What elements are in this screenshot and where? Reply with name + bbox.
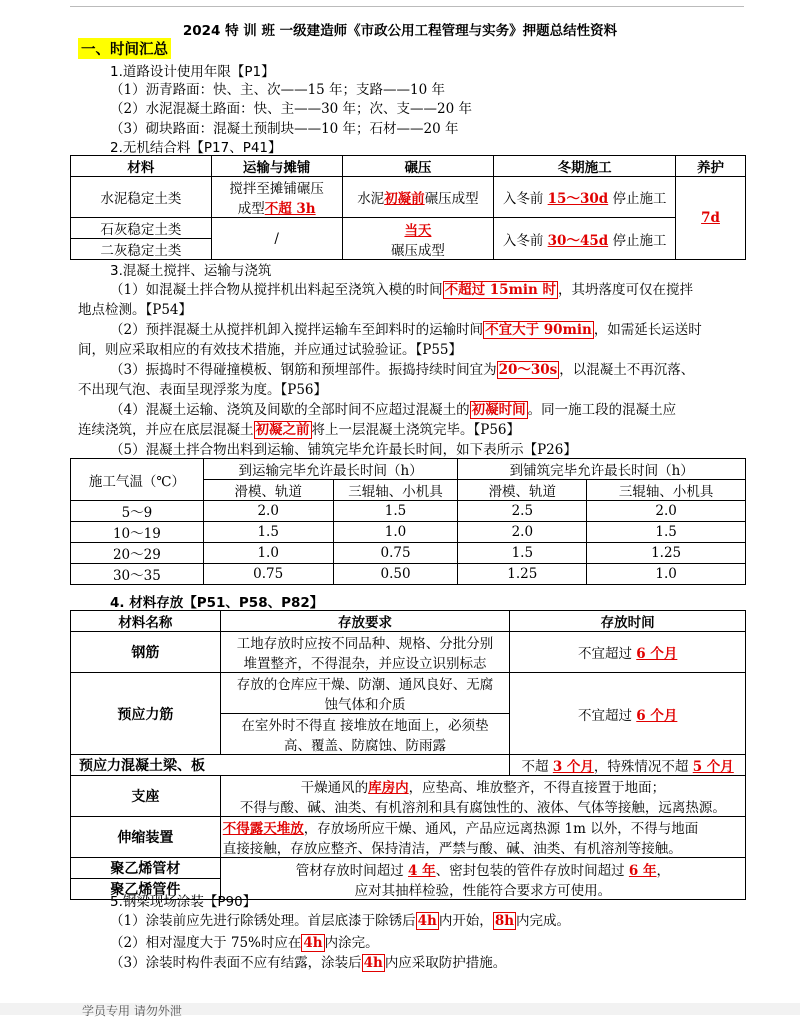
header-temperature: 施工气温（℃） bbox=[71, 459, 204, 501]
table-cell: 20～29 bbox=[71, 543, 204, 564]
text-concrete-p3-cont: 不出现气泡、表面呈现浮浆为度。【P56】 bbox=[78, 382, 328, 398]
cell-pe-req: 管材存放时间超过 4 年、密封包装的管件存放时间超过 6 年， 应对其抽样检验，性能符合要求方可使用。 bbox=[220, 858, 745, 900]
cell-pe-pipe: 聚乙烯管材 bbox=[71, 858, 221, 879]
table-row bbox=[71, 543, 746, 564]
table-cell: 1.25 bbox=[587, 543, 746, 564]
concrete-time-table bbox=[70, 458, 746, 585]
cell-lime-winter: 入冬前 30～45d 停止施工 bbox=[494, 218, 676, 260]
text-concrete-p5: （5）混凝土拌合物出料到运输、铺筑完毕允许最长时间，如下表所示【P26】 bbox=[110, 442, 577, 458]
cell-cement-rolling: 水泥初凝前碾压成型 bbox=[342, 177, 494, 218]
cell-prestress: 预应力筋 bbox=[71, 673, 221, 755]
section-heading-time-summary: 一、时间汇总 bbox=[78, 38, 171, 59]
header-storage-req: 存放要求 bbox=[220, 611, 510, 632]
header-transport: 运输与摊铺 bbox=[211, 156, 342, 177]
cell-lime-rolling: 当天 碾压成型 bbox=[342, 218, 494, 260]
cell-prestress-req2: 在室外时不得直 接堆放在地面上，必须垫 高、覆盖、防腐蚀、防雨露 bbox=[220, 714, 510, 755]
text-coating-3: （3）涂装时构件表面不应有结露，涂装后 4h 内应采取防护措施。 bbox=[110, 955, 507, 971]
table-cell: 2.5 bbox=[458, 501, 587, 522]
cell-cement-winter: 入冬前 15～30d 停止施工 bbox=[494, 177, 676, 218]
table-cell: 30～35 bbox=[71, 564, 204, 585]
table-row bbox=[71, 522, 746, 543]
header-curing: 养护 bbox=[676, 156, 746, 177]
header-material-name: 材料名称 bbox=[71, 611, 221, 632]
table-cell: 1.0 bbox=[203, 543, 333, 564]
heading-inorganic-binder: 2.无机结合料【P17、P41】 bbox=[110, 140, 282, 156]
table-cell: 1.0 bbox=[333, 522, 458, 543]
cell-pe-fitting: 聚乙烯管件 bbox=[71, 879, 221, 900]
text-cement-concrete: （2）水泥混凝土路面：快、主——30 年；次、支——20 年 bbox=[110, 101, 473, 117]
cell-joint-req: 不得露天堆放，存放场所应干燥、通风，产品应远离热源 1m 以外，不得与地面 直接接触，存放应整齐、保持清洁，严禁与酸、碱、油类、有机溶剂等接触。 bbox=[220, 817, 745, 858]
text-concrete-p4-cont: 连续浇筑，并应在底层混凝土 初凝之前 将上一层混凝土浇筑完毕。【P56】 bbox=[78, 422, 521, 438]
table-row bbox=[71, 501, 746, 522]
text-block-pavement: （3）砌块路面：混凝土预制块——10 年；石材——20 年 bbox=[110, 121, 459, 137]
table-cell: 2.0 bbox=[458, 522, 587, 543]
header-to-paving: 到铺筑完毕允许最长时间（h） bbox=[458, 459, 746, 480]
cell-curing-7d: 7d bbox=[676, 177, 746, 260]
cell-lime-transport: / bbox=[211, 218, 342, 260]
header-material: 材料 bbox=[71, 156, 212, 177]
text-coating-1: （1）涂装前应先进行除锈处理。首层底漆于除锈后 4h 内开始， 8h 内完成。 bbox=[110, 913, 571, 929]
table-cell: 2.0 bbox=[203, 501, 333, 522]
cell-two-ash-stabilized: 二灰稳定土类 bbox=[71, 239, 212, 260]
table-cell: 2.0 bbox=[587, 501, 746, 522]
cell-expansion-joint: 伸缩装置 bbox=[71, 817, 221, 858]
cell-prestress-time: 不宜超过 6 个月 bbox=[510, 673, 746, 755]
cell-steel-req: 工地存放时应按不同品种、规格、分批分别 堆置整齐，不得混杂，并应设立识别标志 bbox=[220, 632, 510, 673]
text-concrete-p2-cont: 间，则应采取相应的有效技术措施，并应通过试验验证。【P55】 bbox=[78, 342, 463, 358]
header-storage-time: 存放时间 bbox=[510, 611, 746, 632]
table-cell: 1.0 bbox=[587, 564, 746, 585]
text-concrete-p1-cont: 地点检测。【P54】 bbox=[78, 302, 193, 318]
subheader-slipform-2: 滑模、轨道 bbox=[458, 480, 587, 501]
cell-bearing-req: 干燥通风的库房内，应垫高、堆放整齐，不得直接置于地面； 不得与酸、碱、油类、有机溶剂和具有腐蚀性的、液体、气体等接触，远离热源。 bbox=[220, 776, 745, 817]
cell-prestress-req1: 存放的仓库应干燥、防潮、通风良好、无腐 蚀气体和介质 bbox=[220, 673, 510, 714]
cell-cement-stabilized: 水泥稳定土类 bbox=[71, 177, 212, 218]
top-rule bbox=[70, 6, 744, 7]
text-asphalt: （1）沥青路面：快、主、次——15 年；支路——10 年 bbox=[110, 82, 446, 98]
cell-steel-time: 不宜超过 6 个月 bbox=[510, 632, 746, 673]
text-concrete-p2: （2）预拌混凝土从搅拌机卸入搅拌运输车至卸料时的运输时间 不宜大于 90min ，如需延长运送时 bbox=[110, 322, 702, 338]
table-row bbox=[71, 564, 746, 585]
inorganic-binder-table bbox=[70, 155, 746, 260]
header-to-transport: 到运输完毕允许最长时间（h） bbox=[203, 459, 458, 480]
heading-concrete: 3.混凝土搅拌、运输与浇筑 bbox=[110, 263, 272, 279]
table-cell: 5～9 bbox=[71, 501, 204, 522]
cell-bearing: 支座 bbox=[71, 776, 221, 817]
subheader-roller-2: 三辊轴、小机具 bbox=[587, 480, 746, 501]
header-winter: 冬期施工 bbox=[494, 156, 676, 177]
footer-notice: 学员专用 请勿外泄 bbox=[82, 1004, 182, 1018]
table-cell: 0.75 bbox=[333, 543, 458, 564]
cell-steel: 钢筋 bbox=[71, 632, 221, 673]
cell-cement-transport: 搅拌至摊铺碾压 成型不超 3h bbox=[211, 177, 342, 218]
page-title: 2024 特 训 班 一级建造师《市政公用工程管理与实务》押题总结性资料 bbox=[182, 23, 618, 39]
heading-steel-coating: 5.钢梁现场涂装【P90】 bbox=[110, 894, 257, 910]
table-cell: 1.5 bbox=[458, 543, 587, 564]
text-concrete-p4: （4）混凝土运输、浇筑及间歇的全部时间不应超过混凝土的 初凝时间 。同一施工段的混凝土应 bbox=[110, 402, 677, 418]
heading-material-storage: 4. 材料存放【P51、P58、P82】 bbox=[110, 595, 324, 611]
cell-lime-stabilized: 石灰稳定土类 bbox=[71, 218, 212, 239]
text-concrete-p1: （1）如混凝土拌合物从搅拌机出料起至浇筑入模的时间 不超过 15min 时 ，其坍落度可仅在搅拌 bbox=[110, 282, 694, 298]
text-concrete-p3: （3）振捣时不得碰撞模板、钢筋和预埋部件。振捣持续时间宜为 20～30s ，以混凝土不再沉落、 bbox=[110, 362, 695, 378]
text-coating-2: （2）相对湿度大于 75%时应在 4h 内涂完。 bbox=[110, 935, 379, 951]
heading-road-design-life: 1.道路设计使用年限【P1】 bbox=[110, 64, 275, 80]
subheader-slipform-1: 滑模、轨道 bbox=[203, 480, 333, 501]
table-cell: 1.5 bbox=[203, 522, 333, 543]
subheader-roller-1: 三辊轴、小机具 bbox=[333, 480, 458, 501]
table-cell: 0.75 bbox=[203, 564, 333, 585]
table-cell: 0.50 bbox=[333, 564, 458, 585]
table-cell: 10～19 bbox=[71, 522, 204, 543]
cell-beam-time: 不超 3 个月，特殊情况不超 5 个月 bbox=[510, 755, 746, 776]
table-cell: 1.25 bbox=[458, 564, 587, 585]
material-storage-table bbox=[70, 610, 746, 900]
header-rolling: 碾压 bbox=[342, 156, 494, 177]
cell-beam: 预应力混凝土梁、板 bbox=[71, 755, 510, 776]
table-cell: 1.5 bbox=[587, 522, 746, 543]
table-cell: 1.5 bbox=[333, 501, 458, 522]
